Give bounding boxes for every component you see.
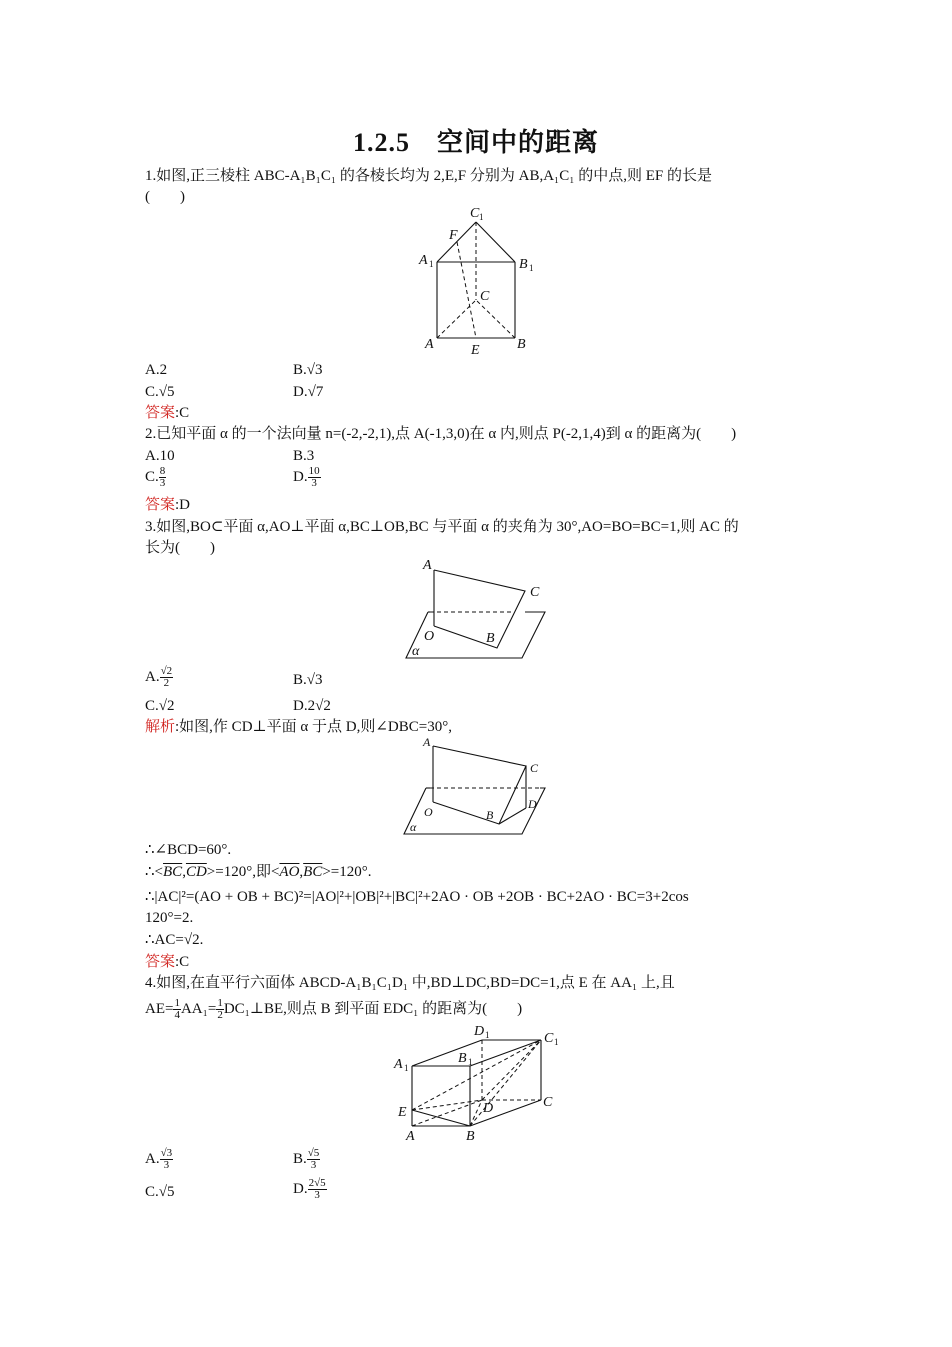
q4-label-b1: B — [458, 1051, 467, 1066]
q4-option-c: C.√5 — [145, 1184, 175, 1200]
q3-label-b: B — [486, 631, 495, 646]
q4-stem-line1: 4.如图,在直平行六面体 ABCD-A₁B₁C₁D₁ 中,BD⊥DC,BD=DC=1,点 E 在 AA₁ 上,且 — [145, 975, 675, 991]
q1-label-c: C — [480, 289, 490, 304]
q3b-label-c: C — [530, 761, 539, 775]
q4-label-a1: A — [394, 1057, 403, 1072]
q1-option-d: D.√7 — [293, 384, 324, 400]
q2-answer: 答案:D — [145, 497, 191, 513]
q3-analysis-figure — [400, 734, 550, 840]
svg-text:1: 1 — [429, 259, 434, 269]
q4-stem-line2: AE= $\frac{1}{4}$ AA₁= $\frac{1}{2}$ DC₁⊥BE,则点 B 到平面 EDC₁ 的距离为( ) — [145, 997, 523, 1021]
svg-text:1: 1 — [485, 1030, 490, 1040]
q3b-label-b: B — [486, 808, 494, 822]
q4-label-d1: D — [474, 1024, 485, 1039]
q3-option-d: D.2√2 — [293, 698, 331, 714]
q3b-label-o: O — [424, 805, 433, 819]
q1-option-b: B.√3 — [293, 362, 323, 378]
q3-answer: 答案:C — [145, 954, 190, 970]
q1-label-b1: B — [519, 257, 528, 272]
svg-text:1: 1 — [479, 212, 484, 222]
svg-text:1: 1 — [404, 1063, 409, 1073]
q1-stem-line2: ( ) — [145, 189, 185, 205]
page-title: 1.2.5 空间中的距离 — [352, 128, 599, 157]
q3-step3: ∴|AC|²=(AO + OB + BC)²=|AO|²+|OB|²+|BC|²+2AO · OB +2OB · BC+2AO · BC=3+2cos — [145, 889, 689, 905]
q3b-label-alpha: α — [410, 820, 417, 834]
q4-label-e: E — [398, 1105, 407, 1120]
q1-label-a1: A — [419, 253, 428, 268]
q4-option-b: B. $\frac{√5}{3}$ — [293, 1147, 320, 1171]
q3-option-c: C.√2 — [145, 698, 175, 714]
q3-step2: $\therefore<\overline{BC},\overline{CD}>=120^\circ$,即$<\overline{AO},\overline{BC}>=120^\circ$. — [145, 864, 372, 880]
q4-option-d: D. $\frac{2√5}{3}$ — [293, 1177, 326, 1201]
q3-figure — [400, 556, 550, 666]
q3-label-a: A — [423, 558, 432, 573]
svg-text:1: 1 — [529, 263, 534, 273]
q3-step3b: 120°=2. — [145, 910, 194, 926]
q1-option-c: C.√5 — [145, 384, 175, 400]
q3-label-c: C — [530, 585, 540, 600]
q3-label-o: O — [424, 629, 435, 644]
q4-label-a: A — [406, 1129, 415, 1144]
q1-label-c1: C — [470, 206, 480, 221]
q1-label-e: E — [471, 343, 480, 358]
q2-stem: 2.已知平面 α 的一个法向量 n=(-2,-2,1),点 A(-1,3,0)在 α 内,则点 P(-2,1,4)到 α 的距离为( ) — [145, 426, 737, 442]
q2-option-b: B.3 — [293, 448, 315, 464]
q3-step1: ∴∠BCD=60°. — [145, 842, 232, 858]
q2-option-c: C. $\frac{8}{3}$ — [145, 465, 166, 489]
q1-figure — [415, 202, 545, 362]
q1-answer: 答案:C — [145, 405, 190, 421]
q2-option-a: A.10 — [145, 448, 175, 464]
q3-analysis: 解析:如图,作 CD⊥平面 α 于点 D,则∠DBC=30°, — [145, 719, 452, 735]
svg-text:1: 1 — [554, 1037, 559, 1047]
q4-label-c: C — [543, 1095, 553, 1110]
q3-option-b: B.√3 — [293, 672, 323, 688]
q3-stem-line2: 长为( ) — [145, 540, 215, 556]
q4-option-a: A. $\frac{√3}{3}$ — [145, 1147, 173, 1171]
q4-label-d: D — [483, 1101, 494, 1116]
q1-label-f: F — [449, 228, 458, 243]
q1-label-a: A — [425, 337, 434, 352]
q2-option-d: D. $\frac{10}{3}$ — [293, 465, 320, 489]
q3-stem-line1: 3.如图,BO⊂平面 α,AO⊥平面 α,BC⊥OB,BC 与平面 α 的夹角为 30°,AO=BO=BC=1,则 AC 的 — [145, 519, 739, 535]
q4-figure — [390, 1020, 570, 1145]
q3-option-a: A. $\frac{√2}{2}$ — [145, 665, 173, 689]
q1-stem-line1: 1.如图,正三棱柱 ABC-A₁B₁C₁ 的各棱长均为 2,E,F 分别为 AB,A₁C₁ 的中点,则 EF 的长是 — [145, 168, 713, 184]
q4-label-b: B — [466, 1129, 475, 1144]
q3b-label-d: D — [528, 797, 537, 811]
q3-step4: ∴AC=√2. — [145, 932, 204, 948]
q1-option-a: A.2 — [145, 362, 168, 378]
q3b-label-a: A — [423, 735, 431, 749]
q3-label-alpha: α — [412, 644, 420, 659]
svg-text:1: 1 — [468, 1057, 473, 1067]
q1-label-b: B — [517, 337, 526, 352]
q4-label-c1: C — [544, 1031, 554, 1046]
